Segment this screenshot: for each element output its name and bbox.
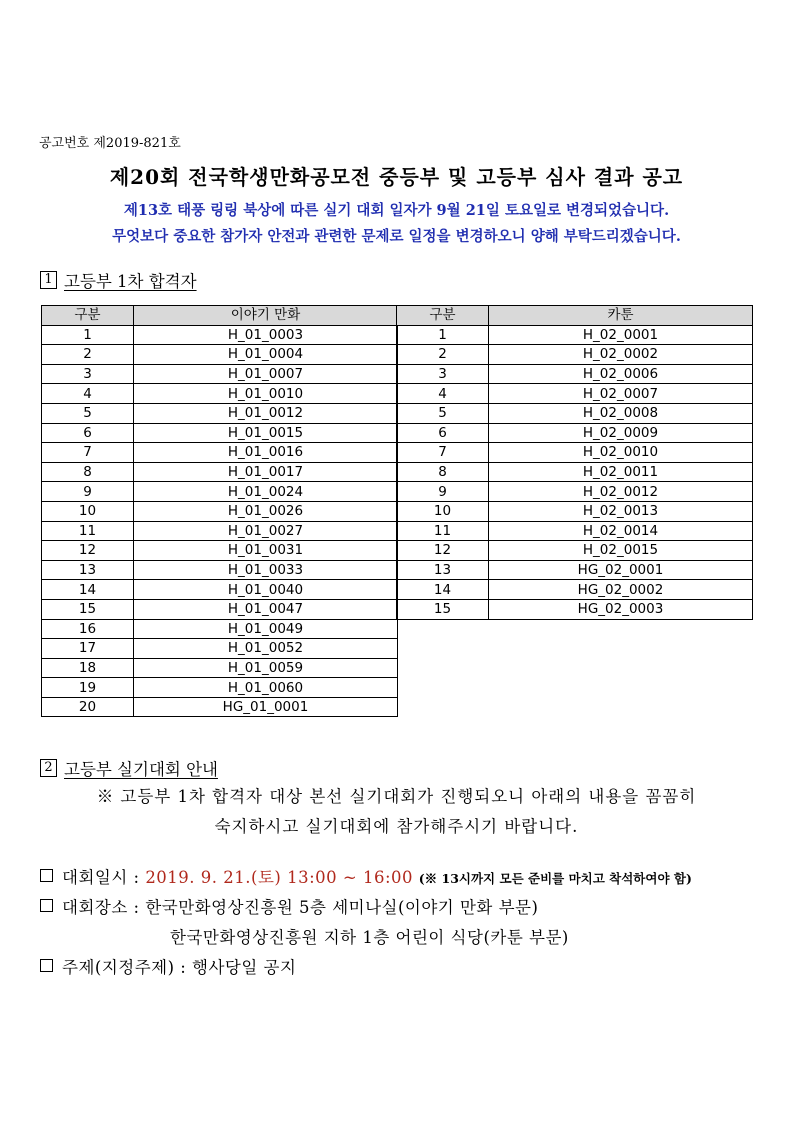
cartoon-row [397,325,753,345]
story-cell-code: H_01_0060 [134,678,398,698]
story-cell-no: 10 [42,501,134,521]
story-cell-code: H_01_0010 [134,384,398,404]
cartoon-cell-code: H_02_0006 [489,364,753,384]
cartoon-row [397,521,753,541]
notice-number: 공고번호 제2019-821호 [39,136,181,151]
cartoon-row [397,501,753,521]
story-cell-code: H_01_0027 [134,521,398,541]
story-row [42,541,398,561]
cartoon-cell-code: H_02_0010 [489,443,753,463]
story-cell-code: HG_01_0001 [134,697,398,717]
cartoon-cell-code: H_02_0011 [489,462,753,482]
story-cell-no: 20 [42,697,134,717]
venue-line-1: 한국만화영상진흥원 5층 세미나실(이야기 만화 부문) [145,898,539,917]
story-row [42,501,398,521]
cartoon-cell-code: H_02_0012 [489,482,753,502]
cartoon-cell-no: 3 [397,364,489,384]
cartoon-table-body [397,325,753,619]
cartoon-header-title: 카툰 [489,306,753,326]
story-cell-code: H_01_0007 [134,364,398,384]
story-cell-code: H_01_0059 [134,658,398,678]
story-cell-no: 3 [42,364,134,384]
cartoon-row [397,541,753,561]
story-cell-code: H_01_0049 [134,619,398,639]
story-cell-code: H_01_0017 [134,462,398,482]
cartoon-cell-code: H_02_0007 [489,384,753,404]
cartoon-cell-no: 2 [397,345,489,365]
story-cell-no: 16 [42,619,134,639]
story-cell-no: 11 [42,521,134,541]
cartoon-row [397,482,753,502]
story-cell-code: H_01_0047 [134,599,398,619]
story-cell-no: 12 [42,541,134,561]
story-row [42,678,398,698]
cartoon-cell-code: H_02_0001 [489,325,753,345]
cartoon-cell-code: H_02_0013 [489,501,753,521]
notice-line-2: 무엇보다 중요한 참가자 안전과 관련한 문제로 일정을 변경하오니 양해 부탁드리겠습니다. [112,228,681,245]
story-row [42,639,398,659]
venue-line-2: 한국만화영상진흥원 지하 1층 어린이 식당(카툰 부문) [170,928,569,947]
story-row [42,325,398,345]
section-1-heading [40,268,197,292]
story-header-no: 구분 [42,306,134,326]
cartoon-cell-no: 5 [397,403,489,423]
story-cell-code: H_01_0024 [134,482,398,502]
page-title: 제20회 전국학생만화공모전 중등부 및 고등부 심사 결과 공고 [109,165,684,189]
cartoon-cell-no: 14 [397,580,489,600]
cartoon-row [397,384,753,404]
story-cell-no: 2 [42,345,134,365]
story-row [42,384,398,404]
story-cell-code: H_01_0016 [134,443,398,463]
intro-line-1: ※ 고등부 1차 합격자 대상 본선 실기대회가 진행되오니 아래의 내용을 꼼꼼히 [96,787,697,806]
story-row [42,658,398,678]
story-header-title: 이야기 만화 [134,306,398,326]
checkbox-square-icon [40,869,53,882]
section-1-title: 고등부 1차 합격자 [64,272,197,291]
story-cell-code: H_01_0015 [134,423,398,443]
story-row [42,521,398,541]
story-cell-code: H_01_0040 [134,580,398,600]
story-cell-no: 17 [42,639,134,659]
story-cell-no: 9 [42,482,134,502]
cartoon-row [397,443,753,463]
story-cell-no: 5 [42,403,134,423]
story-cell-code: H_01_0052 [134,639,398,659]
cartoon-row [397,403,753,423]
story-comic-table [41,305,398,717]
story-cell-code: H_01_0012 [134,403,398,423]
topic-text: 주제(지정주제) : 행사당일 공지 [62,958,297,977]
story-cell-no: 19 [42,678,134,698]
detail-topic [40,954,296,978]
cartoon-row [397,345,753,365]
date-note: (※ 13시까지 모든 준비를 마치고 착석하여야 함) [418,871,692,886]
story-row [42,364,398,384]
cartoon-cell-no: 12 [397,541,489,561]
story-row [42,580,398,600]
story-cell-code: H_01_0026 [134,501,398,521]
story-cell-no: 18 [42,658,134,678]
story-row [42,697,398,717]
cartoon-cell-no: 11 [397,521,489,541]
story-cell-no: 13 [42,560,134,580]
checkbox-square-icon [40,899,53,912]
cartoon-cell-no: 8 [397,462,489,482]
section-2-heading [40,756,218,780]
story-cell-code: H_01_0031 [134,541,398,561]
story-cell-no: 8 [42,462,134,482]
cartoon-cell-code: HG_02_0002 [489,580,753,600]
cartoon-cell-no: 7 [397,443,489,463]
cartoon-cell-code: H_02_0015 [489,541,753,561]
venue-label: 대회장소 : [62,898,146,917]
story-cell-code: H_01_0003 [134,325,398,345]
story-cell-code: H_01_0004 [134,345,398,365]
story-cell-no: 1 [42,325,134,345]
story-table-body [42,325,398,717]
cartoon-header-no: 구분 [397,306,489,326]
cartoon-cell-code: H_02_0009 [489,423,753,443]
story-row [42,599,398,619]
detail-venue [40,894,538,918]
cartoon-cell-code: H_02_0008 [489,403,753,423]
detail-date [40,864,692,888]
cartoon-cell-code: HG_02_0001 [489,560,753,580]
story-cell-no: 6 [42,423,134,443]
story-cell-no: 15 [42,599,134,619]
story-cell-code: H_01_0033 [134,560,398,580]
cartoon-cell-code: H_02_0014 [489,521,753,541]
story-row [42,443,398,463]
notice-line-1: 제13호 태풍 링링 북상에 따른 실기 대회 일자가 9월 21일 토요일로 변경되었습니다. [123,202,670,219]
section-2-title: 고등부 실기대회 안내 [64,760,218,779]
cartoon-cell-no: 15 [397,599,489,619]
section-2-number: 2 [40,759,57,777]
cartoon-cell-code: H_02_0002 [489,345,753,365]
story-row [42,345,398,365]
cartoon-cell-no: 4 [397,384,489,404]
cartoon-row [397,462,753,482]
section-1-number: 1 [40,271,57,289]
cartoon-row [397,364,753,384]
intro-line-2: 숙지하시고 실기대회에 참가해주시기 바랍니다. [214,817,579,836]
cartoon-cell-no: 1 [397,325,489,345]
cartoon-cell-no: 10 [397,501,489,521]
story-row [42,462,398,482]
cartoon-table [396,305,753,620]
cartoon-row [397,560,753,580]
date-value: 2019. 9. 21.(토) 13:00 ~ 16:00 [145,868,413,887]
date-label: 대회일시 : [62,868,146,887]
story-cell-no: 14 [42,580,134,600]
story-row [42,482,398,502]
cartoon-cell-code: HG_02_0003 [489,599,753,619]
story-row [42,619,398,639]
story-cell-no: 4 [42,384,134,404]
cartoon-row [397,599,753,619]
cartoon-cell-no: 13 [397,560,489,580]
story-row [42,560,398,580]
checkbox-square-icon [40,959,53,972]
cartoon-row [397,580,753,600]
story-cell-no: 7 [42,443,134,463]
story-row [42,423,398,443]
cartoon-row [397,423,753,443]
cartoon-cell-no: 6 [397,423,489,443]
cartoon-cell-no: 9 [397,482,489,502]
story-row [42,403,398,423]
